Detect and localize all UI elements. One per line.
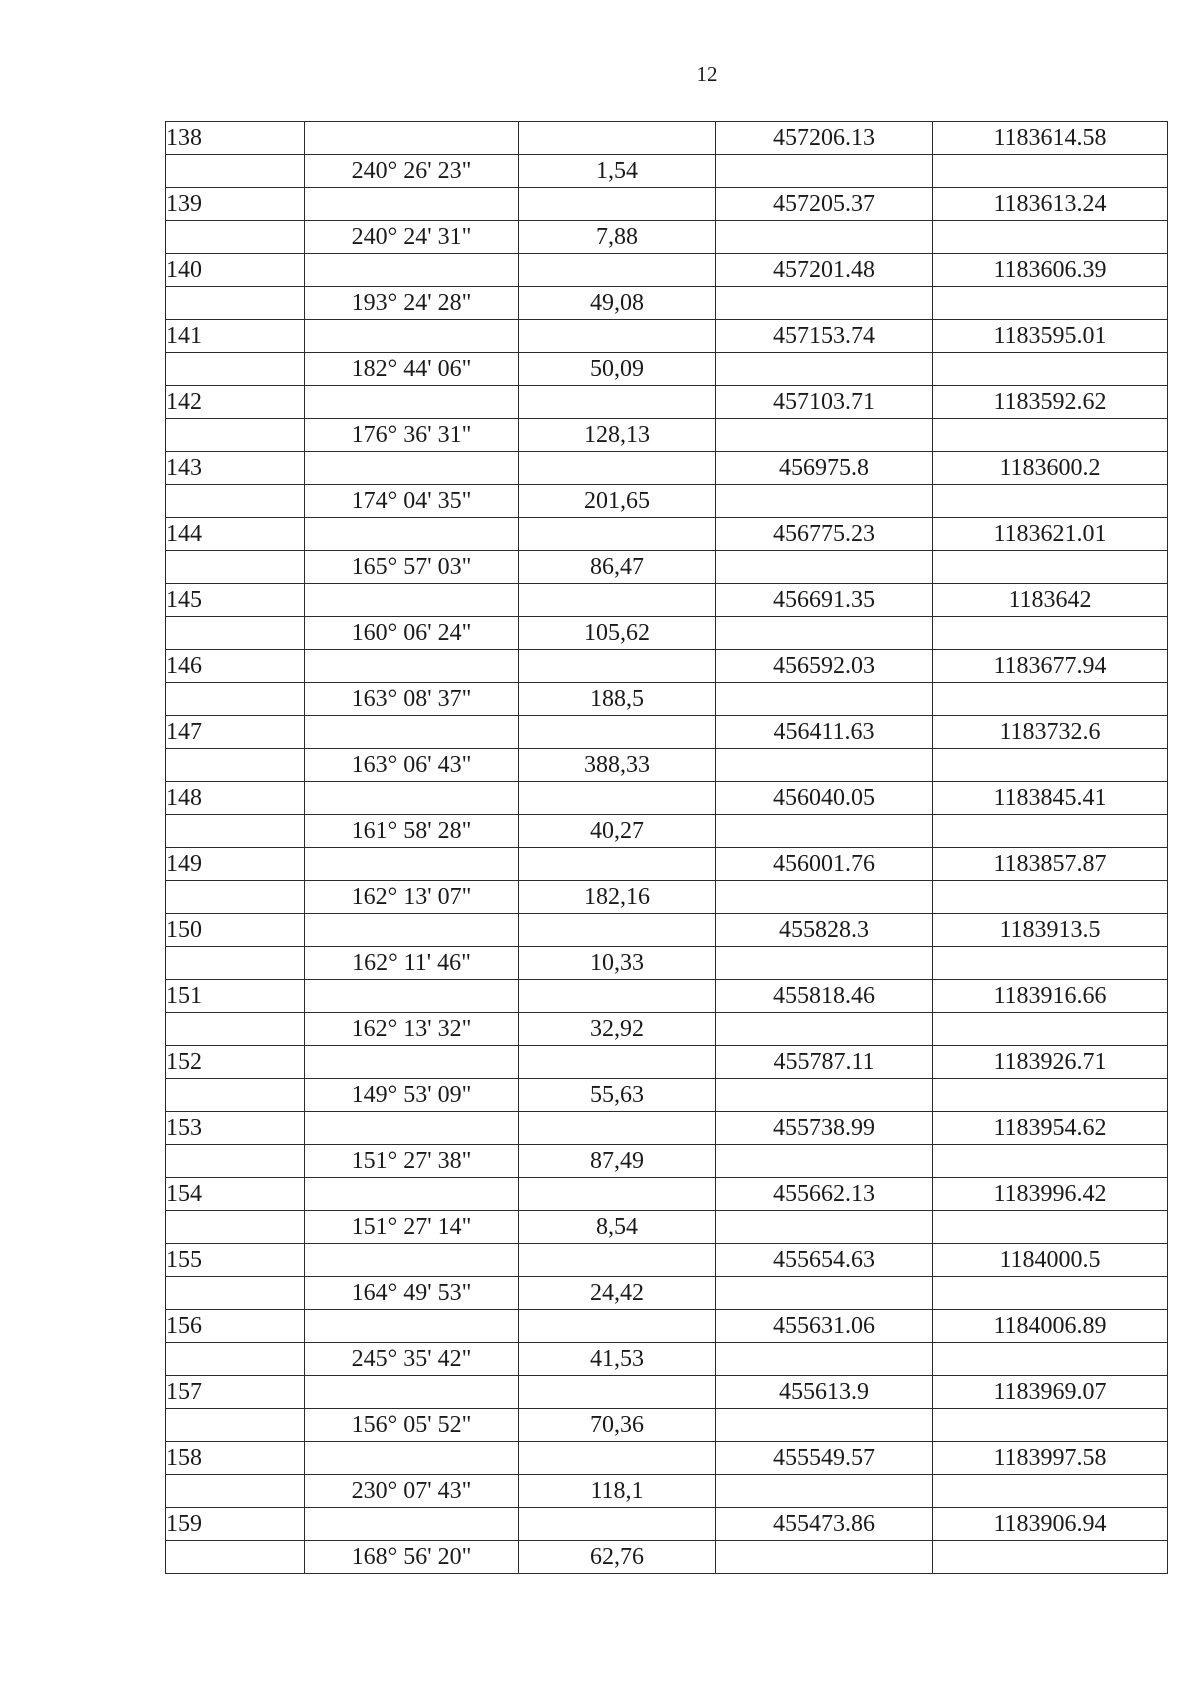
empty-cell xyxy=(933,353,1168,386)
empty-cell xyxy=(519,1178,716,1211)
empty-cell xyxy=(519,1112,716,1145)
x-coordinate: 455654.63 xyxy=(716,1244,933,1277)
empty-cell xyxy=(305,650,519,683)
x-coordinate: 455787.11 xyxy=(716,1046,933,1079)
point-number: 146 xyxy=(166,650,305,683)
empty-cell xyxy=(933,1409,1168,1442)
y-coordinate: 1183592.62 xyxy=(933,386,1168,419)
empty-cell xyxy=(519,584,716,617)
empty-cell xyxy=(519,122,716,155)
point-row xyxy=(166,584,1168,617)
segment-length: 40,27 xyxy=(519,815,716,848)
point-number: 140 xyxy=(166,254,305,287)
segment-row xyxy=(166,1541,1168,1574)
segment-length: 87,49 xyxy=(519,1145,716,1178)
y-coordinate: 1183845.41 xyxy=(933,782,1168,815)
empty-cell xyxy=(166,749,305,782)
direction-angle: 164° 49' 53" xyxy=(305,1277,519,1310)
empty-cell xyxy=(305,1310,519,1343)
segment-length: 49,08 xyxy=(519,287,716,320)
segment-row xyxy=(166,1079,1168,1112)
empty-cell xyxy=(305,320,519,353)
segment-length: 8,54 xyxy=(519,1211,716,1244)
segment-row xyxy=(166,881,1168,914)
x-coordinate: 457201.48 xyxy=(716,254,933,287)
y-coordinate: 1183906.94 xyxy=(933,1508,1168,1541)
segment-length: 41,53 xyxy=(519,1343,716,1376)
empty-cell xyxy=(933,1145,1168,1178)
point-number: 147 xyxy=(166,716,305,749)
empty-cell xyxy=(933,155,1168,188)
x-coordinate: 456040.05 xyxy=(716,782,933,815)
empty-cell xyxy=(519,980,716,1013)
empty-cell xyxy=(933,551,1168,584)
segment-row xyxy=(166,815,1168,848)
empty-cell xyxy=(716,617,933,650)
empty-cell xyxy=(519,782,716,815)
empty-cell xyxy=(305,716,519,749)
empty-cell xyxy=(716,221,933,254)
x-coordinate: 455738.99 xyxy=(716,1112,933,1145)
empty-cell xyxy=(519,386,716,419)
empty-cell xyxy=(305,1178,519,1211)
point-number: 139 xyxy=(166,188,305,221)
direction-angle: 151° 27' 14" xyxy=(305,1211,519,1244)
empty-cell xyxy=(519,518,716,551)
point-row xyxy=(166,1376,1168,1409)
point-number: 138 xyxy=(166,122,305,155)
empty-cell xyxy=(716,551,933,584)
point-number: 148 xyxy=(166,782,305,815)
x-coordinate: 457205.37 xyxy=(716,188,933,221)
y-coordinate: 1183913.5 xyxy=(933,914,1168,947)
empty-cell xyxy=(716,155,933,188)
empty-cell xyxy=(933,419,1168,452)
point-row xyxy=(166,980,1168,1013)
segment-row xyxy=(166,617,1168,650)
point-row xyxy=(166,914,1168,947)
empty-cell xyxy=(166,881,305,914)
point-row xyxy=(166,122,1168,155)
empty-cell xyxy=(166,617,305,650)
y-coordinate: 1183595.01 xyxy=(933,320,1168,353)
empty-cell xyxy=(716,947,933,980)
coordinates-table-body xyxy=(166,122,1168,1574)
empty-cell xyxy=(716,1079,933,1112)
segment-length: 105,62 xyxy=(519,617,716,650)
point-number: 153 xyxy=(166,1112,305,1145)
empty-cell xyxy=(519,1310,716,1343)
empty-cell xyxy=(519,320,716,353)
direction-angle: 240° 26' 23" xyxy=(305,155,519,188)
y-coordinate: 1183926.71 xyxy=(933,1046,1168,1079)
empty-cell xyxy=(166,353,305,386)
point-number: 143 xyxy=(166,452,305,485)
x-coordinate: 455818.46 xyxy=(716,980,933,1013)
direction-angle: 165° 57' 03" xyxy=(305,551,519,584)
point-row xyxy=(166,1178,1168,1211)
segment-length: 10,33 xyxy=(519,947,716,980)
empty-cell xyxy=(716,1475,933,1508)
empty-cell xyxy=(519,650,716,683)
x-coordinate: 455828.3 xyxy=(716,914,933,947)
point-number: 158 xyxy=(166,1442,305,1475)
point-row xyxy=(166,650,1168,683)
empty-cell xyxy=(166,1079,305,1112)
segment-length: 32,92 xyxy=(519,1013,716,1046)
empty-cell xyxy=(933,1541,1168,1574)
segment-length: 24,42 xyxy=(519,1277,716,1310)
x-coordinate: 456975.8 xyxy=(716,452,933,485)
y-coordinate: 1183613.24 xyxy=(933,188,1168,221)
page-number: 12 xyxy=(696,62,718,86)
segment-length: 86,47 xyxy=(519,551,716,584)
empty-cell xyxy=(933,287,1168,320)
point-row xyxy=(166,320,1168,353)
segment-row xyxy=(166,551,1168,584)
x-coordinate: 457153.74 xyxy=(716,320,933,353)
direction-angle: 162° 13' 07" xyxy=(305,881,519,914)
point-row xyxy=(166,716,1168,749)
y-coordinate: 1183732.6 xyxy=(933,716,1168,749)
direction-angle: 161° 58' 28" xyxy=(305,815,519,848)
empty-cell xyxy=(933,881,1168,914)
y-coordinate: 1183606.39 xyxy=(933,254,1168,287)
x-coordinate: 456001.76 xyxy=(716,848,933,881)
empty-cell xyxy=(166,947,305,980)
empty-cell xyxy=(166,551,305,584)
empty-cell xyxy=(933,683,1168,716)
empty-cell xyxy=(519,1046,716,1079)
empty-cell xyxy=(305,1508,519,1541)
y-coordinate: 1183677.94 xyxy=(933,650,1168,683)
empty-cell xyxy=(716,353,933,386)
x-coordinate: 456691.35 xyxy=(716,584,933,617)
empty-cell xyxy=(519,1442,716,1475)
empty-cell xyxy=(519,1508,716,1541)
direction-angle: 230° 07' 43" xyxy=(305,1475,519,1508)
point-row xyxy=(166,188,1168,221)
empty-cell xyxy=(305,1112,519,1145)
segment-length: 62,76 xyxy=(519,1541,716,1574)
empty-cell xyxy=(716,1277,933,1310)
direction-angle: 162° 13' 32" xyxy=(305,1013,519,1046)
point-number: 150 xyxy=(166,914,305,947)
x-coordinate: 457103.71 xyxy=(716,386,933,419)
empty-cell xyxy=(933,1277,1168,1310)
x-coordinate: 455613.9 xyxy=(716,1376,933,1409)
empty-cell xyxy=(519,1244,716,1277)
empty-cell xyxy=(716,1343,933,1376)
segment-length: 128,13 xyxy=(519,419,716,452)
segment-row xyxy=(166,1211,1168,1244)
y-coordinate: 1183996.42 xyxy=(933,1178,1168,1211)
x-coordinate: 455549.57 xyxy=(716,1442,933,1475)
y-coordinate: 1183600.2 xyxy=(933,452,1168,485)
empty-cell xyxy=(716,683,933,716)
direction-angle: 163° 06' 43" xyxy=(305,749,519,782)
empty-cell xyxy=(166,287,305,320)
empty-cell xyxy=(519,188,716,221)
y-coordinate: 1183916.66 xyxy=(933,980,1168,1013)
direction-angle: 245° 35' 42" xyxy=(305,1343,519,1376)
empty-cell xyxy=(933,1211,1168,1244)
point-row xyxy=(166,1244,1168,1277)
direction-angle: 162° 11' 46" xyxy=(305,947,519,980)
y-coordinate: 1183614.58 xyxy=(933,122,1168,155)
empty-cell xyxy=(519,254,716,287)
point-row xyxy=(166,848,1168,881)
point-number: 157 xyxy=(166,1376,305,1409)
empty-cell xyxy=(166,485,305,518)
empty-cell xyxy=(716,419,933,452)
y-coordinate: 1183857.87 xyxy=(933,848,1168,881)
x-coordinate: 455473.86 xyxy=(716,1508,933,1541)
empty-cell xyxy=(305,1376,519,1409)
direction-angle: 160° 06' 24" xyxy=(305,617,519,650)
empty-cell xyxy=(305,848,519,881)
empty-cell xyxy=(933,617,1168,650)
empty-cell xyxy=(305,386,519,419)
y-coordinate: 1184006.89 xyxy=(933,1310,1168,1343)
segment-length: 70,36 xyxy=(519,1409,716,1442)
y-coordinate: 1183642 xyxy=(933,584,1168,617)
segment-length: 201,65 xyxy=(519,485,716,518)
x-coordinate: 455631.06 xyxy=(716,1310,933,1343)
point-row xyxy=(166,386,1168,419)
point-number: 141 xyxy=(166,320,305,353)
empty-cell xyxy=(166,1541,305,1574)
empty-cell xyxy=(933,221,1168,254)
empty-cell xyxy=(166,1475,305,1508)
point-row xyxy=(166,1112,1168,1145)
direction-angle: 163° 08' 37" xyxy=(305,683,519,716)
x-coordinate: 457206.13 xyxy=(716,122,933,155)
segment-row xyxy=(166,1343,1168,1376)
segment-length: 55,63 xyxy=(519,1079,716,1112)
empty-cell xyxy=(305,914,519,947)
point-row xyxy=(166,518,1168,551)
segment-row xyxy=(166,1475,1168,1508)
segment-length: 1,54 xyxy=(519,155,716,188)
segment-length: 188,5 xyxy=(519,683,716,716)
x-coordinate: 456775.23 xyxy=(716,518,933,551)
segment-length: 50,09 xyxy=(519,353,716,386)
empty-cell xyxy=(305,188,519,221)
empty-cell xyxy=(716,1013,933,1046)
empty-cell xyxy=(933,947,1168,980)
empty-cell xyxy=(166,1013,305,1046)
empty-cell xyxy=(166,155,305,188)
empty-cell xyxy=(305,518,519,551)
segment-row xyxy=(166,1277,1168,1310)
segment-length: 182,16 xyxy=(519,881,716,914)
empty-cell xyxy=(933,749,1168,782)
empty-cell xyxy=(519,1376,716,1409)
point-number: 151 xyxy=(166,980,305,1013)
empty-cell xyxy=(305,254,519,287)
segment-row xyxy=(166,287,1168,320)
segment-row xyxy=(166,221,1168,254)
empty-cell xyxy=(716,1145,933,1178)
y-coordinate: 1183954.62 xyxy=(933,1112,1168,1145)
empty-cell xyxy=(166,1211,305,1244)
empty-cell xyxy=(716,1409,933,1442)
empty-cell xyxy=(166,1145,305,1178)
empty-cell xyxy=(166,683,305,716)
point-row xyxy=(166,1442,1168,1475)
segment-row xyxy=(166,947,1168,980)
empty-cell xyxy=(933,1343,1168,1376)
empty-cell xyxy=(166,1409,305,1442)
direction-angle: 156° 05' 52" xyxy=(305,1409,519,1442)
empty-cell xyxy=(716,749,933,782)
empty-cell xyxy=(519,848,716,881)
segment-length: 7,88 xyxy=(519,221,716,254)
segment-row xyxy=(166,155,1168,188)
empty-cell xyxy=(305,1046,519,1079)
point-number: 142 xyxy=(166,386,305,419)
y-coordinate: 1183997.58 xyxy=(933,1442,1168,1475)
point-row xyxy=(166,782,1168,815)
segment-row xyxy=(166,1409,1168,1442)
segment-length: 388,33 xyxy=(519,749,716,782)
direction-angle: 193° 24' 28" xyxy=(305,287,519,320)
point-number: 144 xyxy=(166,518,305,551)
empty-cell xyxy=(933,815,1168,848)
point-row xyxy=(166,452,1168,485)
point-number: 159 xyxy=(166,1508,305,1541)
point-row xyxy=(166,1310,1168,1343)
point-number: 152 xyxy=(166,1046,305,1079)
segment-row xyxy=(166,683,1168,716)
empty-cell xyxy=(305,122,519,155)
direction-angle: 176° 36' 31" xyxy=(305,419,519,452)
empty-cell xyxy=(305,452,519,485)
segment-row xyxy=(166,419,1168,452)
x-coordinate: 456592.03 xyxy=(716,650,933,683)
point-row xyxy=(166,1508,1168,1541)
point-number: 145 xyxy=(166,584,305,617)
empty-cell xyxy=(305,1244,519,1277)
empty-cell xyxy=(933,1475,1168,1508)
empty-cell xyxy=(166,1343,305,1376)
x-coordinate: 456411.63 xyxy=(716,716,933,749)
empty-cell xyxy=(166,815,305,848)
direction-angle: 149° 53' 09" xyxy=(305,1079,519,1112)
y-coordinate: 1183621.01 xyxy=(933,518,1168,551)
y-coordinate: 1184000.5 xyxy=(933,1244,1168,1277)
empty-cell xyxy=(166,419,305,452)
empty-cell xyxy=(166,1277,305,1310)
direction-angle: 174° 04' 35" xyxy=(305,485,519,518)
segment-length: 118,1 xyxy=(519,1475,716,1508)
empty-cell xyxy=(933,1013,1168,1046)
direction-angle: 182° 44' 06" xyxy=(305,353,519,386)
empty-cell xyxy=(716,287,933,320)
empty-cell xyxy=(716,1211,933,1244)
point-row xyxy=(166,254,1168,287)
empty-cell xyxy=(519,452,716,485)
empty-cell xyxy=(716,815,933,848)
point-number: 154 xyxy=(166,1178,305,1211)
direction-angle: 151° 27' 38" xyxy=(305,1145,519,1178)
empty-cell xyxy=(716,1541,933,1574)
segment-row xyxy=(166,485,1168,518)
empty-cell xyxy=(519,716,716,749)
empty-cell xyxy=(166,221,305,254)
y-coordinate: 1183969.07 xyxy=(933,1376,1168,1409)
empty-cell xyxy=(305,782,519,815)
segment-row xyxy=(166,749,1168,782)
empty-cell xyxy=(519,914,716,947)
x-coordinate: 455662.13 xyxy=(716,1178,933,1211)
point-number: 149 xyxy=(166,848,305,881)
point-row xyxy=(166,1046,1168,1079)
empty-cell xyxy=(716,881,933,914)
direction-angle: 240° 24' 31" xyxy=(305,221,519,254)
segment-row xyxy=(166,1013,1168,1046)
empty-cell xyxy=(305,1442,519,1475)
segment-row xyxy=(166,1145,1168,1178)
empty-cell xyxy=(933,485,1168,518)
empty-cell xyxy=(716,485,933,518)
point-number: 156 xyxy=(166,1310,305,1343)
empty-cell xyxy=(305,584,519,617)
coordinates-table xyxy=(165,121,1168,1574)
point-number: 155 xyxy=(166,1244,305,1277)
segment-row xyxy=(166,353,1168,386)
direction-angle: 168° 56' 20" xyxy=(305,1541,519,1574)
empty-cell xyxy=(933,1079,1168,1112)
empty-cell xyxy=(305,980,519,1013)
